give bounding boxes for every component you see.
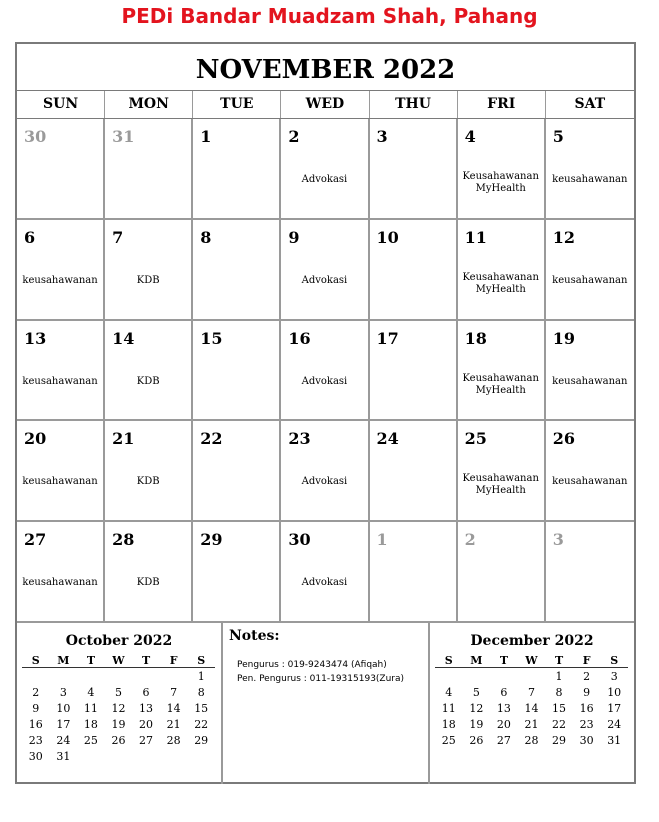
day-event [458, 171, 544, 195]
mini-calendar-december [428, 623, 634, 784]
day-number: 31 [112, 127, 135, 146]
event-label: keusahawanan [22, 577, 98, 589]
mini-day: 15 [194, 701, 209, 715]
day-event [546, 174, 634, 186]
mini-day: 16 [579, 701, 594, 715]
mini-weekday: F [160, 653, 188, 668]
mini-day [187, 748, 215, 764]
mini-day [518, 668, 546, 685]
calendar-week [17, 220, 634, 321]
day-cell[interactable] [546, 421, 634, 520]
mini-day: 9 [583, 685, 591, 699]
day-number: 1 [376, 530, 388, 550]
notes-line: Pen. Pengurus : 011-19315193(Zura) [237, 674, 405, 684]
day-cell[interactable] [546, 119, 634, 218]
bottom-section [17, 623, 634, 784]
mini-day: 3 [59, 685, 67, 699]
mini-day: 10 [607, 685, 622, 699]
event-label: MyHealth [475, 283, 526, 295]
day-event [281, 577, 367, 589]
mini-day: 28 [166, 733, 181, 747]
mini-day: 6 [500, 685, 508, 699]
day-number: 30 [24, 127, 47, 146]
day-number: 17 [376, 328, 399, 348]
mini-day: 19 [111, 717, 126, 731]
day-cell[interactable] [546, 321, 634, 420]
day-cell[interactable] [105, 321, 193, 420]
day-number: 4 [464, 127, 476, 146]
mini-day: 12 [111, 701, 126, 715]
day-event [546, 476, 634, 488]
mini-weekday: W [518, 653, 546, 668]
mini-day: 24 [607, 717, 622, 731]
day-number: 29 [200, 530, 223, 550]
event-label: MyHealth [475, 183, 526, 194]
mini-weekday: M [50, 653, 78, 668]
mini-day: 8 [197, 685, 205, 699]
mini-day: 21 [166, 717, 181, 731]
weekday-sun: SUN [17, 91, 105, 118]
mini-day [105, 668, 133, 685]
day-cell[interactable] [17, 220, 105, 319]
day-number: 7 [112, 227, 124, 247]
day-cell[interactable] [370, 119, 458, 218]
mini-weekday: F [573, 653, 601, 668]
event-label: KDB [136, 375, 160, 387]
mini-day: 20 [496, 717, 511, 731]
day-number: 22 [200, 429, 223, 449]
day-number: 21 [112, 429, 135, 449]
mini-weekday: S [435, 653, 463, 668]
event-label: Keusahawanan [462, 372, 539, 384]
event-label: Advokasi [301, 274, 348, 286]
event-label: Advokasi [301, 577, 348, 589]
day-cell[interactable] [458, 321, 546, 420]
day-cell[interactable] [281, 321, 369, 420]
day-cell[interactable] [193, 220, 281, 319]
mini-weekday: S [22, 653, 50, 668]
day-number: 26 [552, 429, 576, 449]
mini-weekday: T [490, 653, 518, 668]
day-event [458, 272, 544, 296]
day-number: 11 [464, 227, 487, 247]
day-number: 14 [112, 328, 135, 348]
event-label: Advokasi [301, 174, 348, 185]
mini-calendar-table [435, 653, 628, 748]
day-event [17, 275, 103, 287]
day-number: 2 [288, 127, 300, 146]
mini-day: 23 [579, 717, 594, 731]
day-number: 9 [288, 227, 300, 247]
weekday-header [17, 91, 634, 119]
event-label: keusahawanan [552, 476, 628, 488]
day-cell[interactable] [17, 321, 105, 420]
mini-day [490, 668, 518, 685]
mini-day: 26 [111, 733, 126, 747]
day-number: 23 [288, 429, 311, 449]
mini-day [435, 668, 463, 685]
mini-day: 21 [524, 717, 539, 731]
mini-day: 4 [87, 685, 95, 699]
mini-day [77, 748, 105, 764]
mini-day: 10 [56, 701, 71, 715]
day-cell[interactable] [105, 220, 193, 319]
mini-day: 9 [32, 701, 40, 715]
weekday-thu: THU [370, 91, 458, 118]
day-number: 1 [200, 127, 212, 146]
event-label: keusahawanan [22, 375, 98, 387]
day-cell[interactable] [105, 119, 193, 218]
day-event [281, 275, 367, 287]
event-label: Advokasi [301, 476, 348, 488]
mini-day: 7 [170, 685, 178, 699]
calendar-week [17, 119, 634, 220]
mini-weekday: S [187, 653, 215, 668]
day-number: 10 [376, 227, 399, 247]
mini-day: 6 [142, 685, 150, 699]
mini-day: 13 [139, 701, 154, 715]
event-label: Keusahawanan [462, 171, 539, 182]
weekday-sat: SAT [574, 96, 606, 112]
mini-day: 30 [28, 749, 43, 763]
day-number: 2 [464, 530, 476, 550]
day-number: 13 [24, 328, 47, 348]
mini-day: 2 [583, 669, 591, 683]
mini-day [77, 668, 105, 685]
mini-day: 29 [552, 733, 567, 747]
mini-day: 17 [607, 701, 622, 715]
day-number: 3 [552, 530, 564, 550]
mini-calendar-title: October 2022 [65, 633, 173, 649]
mini-day: 11 [83, 701, 98, 715]
mini-day: 19 [469, 717, 484, 731]
event-label: KDB [136, 476, 160, 488]
event-label: keusahawanan [552, 274, 628, 286]
mini-day: 3 [610, 669, 618, 683]
day-number: 24 [376, 429, 399, 449]
mini-weekday: T [77, 653, 105, 668]
mini-day: 18 [441, 717, 456, 731]
mini-day: 20 [139, 717, 154, 731]
day-cell[interactable] [458, 220, 546, 319]
mini-day: 13 [496, 701, 511, 715]
mini-weekday: M [463, 653, 491, 668]
mini-day: 12 [469, 701, 484, 715]
weekday-tue: TUE [193, 91, 281, 118]
day-event [281, 174, 367, 186]
day-event [281, 376, 367, 388]
mini-day: 27 [496, 733, 511, 747]
mini-day: 14 [524, 701, 539, 715]
day-cell[interactable] [281, 220, 369, 319]
day-event [281, 476, 367, 488]
day-number: 15 [200, 328, 223, 348]
day-cell[interactable] [370, 421, 458, 520]
day-cell[interactable] [193, 119, 281, 218]
mini-day [160, 668, 188, 685]
calendar-week [17, 522, 634, 623]
day-number: 19 [552, 328, 576, 348]
day-event [546, 376, 634, 388]
day-event [105, 476, 191, 488]
mini-day [463, 668, 491, 685]
mini-day [132, 668, 160, 685]
calendar-grid [17, 119, 634, 623]
day-number: 18 [464, 328, 487, 348]
day-cell[interactable] [281, 421, 369, 520]
mini-weekday: S [600, 653, 628, 668]
mini-day: 23 [28, 733, 43, 747]
event-label: keusahawanan [552, 174, 628, 185]
day-number: 12 [552, 227, 576, 247]
event-label: keusahawanan [22, 476, 98, 488]
day-number: 3 [376, 127, 388, 146]
day-event [105, 275, 191, 287]
day-number: 6 [24, 227, 36, 247]
mini-day [22, 668, 50, 685]
mini-day: 4 [445, 685, 453, 699]
mini-day: 14 [166, 701, 181, 715]
day-number: 30 [288, 530, 311, 550]
mini-calendar-table [22, 653, 215, 764]
day-number: 28 [112, 530, 135, 550]
mini-day: 29 [194, 733, 209, 747]
event-label: KDB [136, 274, 160, 286]
event-label: MyHealth [475, 485, 526, 497]
mini-day: 1 [555, 669, 563, 683]
mini-calendar-october [17, 623, 223, 784]
mini-day: 2 [32, 685, 40, 699]
day-cell[interactable] [281, 119, 369, 218]
day-cell[interactable] [17, 522, 105, 621]
day-event [17, 376, 103, 388]
notes-title: Notes: [229, 628, 280, 644]
mini-day: 17 [56, 717, 71, 731]
event-label: MyHealth [475, 384, 526, 396]
day-event [458, 473, 544, 497]
mini-day: 22 [194, 717, 209, 731]
day-cell[interactable] [193, 321, 281, 420]
weekday-fri: FRI [458, 91, 546, 118]
day-number: 27 [24, 530, 47, 550]
day-number: 20 [24, 429, 47, 449]
mini-weekday: W [105, 653, 133, 668]
day-number: 16 [288, 328, 311, 348]
day-number: 5 [552, 127, 564, 146]
day-cell[interactable] [546, 522, 634, 621]
day-cell[interactable] [17, 421, 105, 520]
mini-day: 11 [441, 701, 456, 715]
day-cell[interactable] [370, 321, 458, 420]
day-event [105, 577, 191, 589]
event-label: Keusahawanan [462, 271, 539, 283]
mini-day: 5 [472, 685, 480, 699]
mini-weekday: T [545, 653, 573, 668]
notes-section [223, 623, 428, 784]
mini-day: 27 [139, 733, 154, 747]
day-event [17, 577, 103, 589]
event-label: keusahawanan [22, 274, 98, 286]
month-title: NOVEMBER 2022 [17, 44, 634, 91]
day-cell[interactable] [281, 522, 369, 621]
event-label: KDB [136, 577, 160, 589]
calendar-frame [15, 42, 636, 784]
weekday-mon: MON [105, 91, 193, 118]
calendar-week [17, 421, 634, 522]
mini-day [132, 748, 160, 764]
day-cell[interactable] [458, 522, 546, 621]
day-number: 25 [464, 429, 487, 449]
mini-day: 22 [552, 717, 567, 731]
day-cell[interactable] [546, 220, 634, 319]
mini-day: 25 [441, 733, 456, 747]
mini-calendar-title: December 2022 [470, 633, 594, 649]
day-event [17, 476, 103, 488]
header-title: PEDi Bandar Muadzam Shah, Pahang [121, 4, 538, 28]
calendar-week [17, 321, 634, 422]
mini-day [160, 748, 188, 764]
mini-day: 30 [579, 733, 594, 747]
notes-line: Pengurus : 019-9243474 (Afiqah) [237, 660, 387, 670]
day-cell[interactable] [370, 220, 458, 319]
mini-day [50, 668, 78, 685]
day-event [546, 275, 634, 287]
mini-day: 8 [555, 685, 563, 699]
mini-day: 5 [114, 685, 122, 699]
day-cell[interactable] [370, 522, 458, 621]
day-event [458, 373, 544, 397]
day-event [105, 376, 191, 388]
mini-day: 31 [607, 733, 622, 747]
mini-day: 28 [524, 733, 539, 747]
mini-day: 16 [28, 717, 43, 731]
mini-day [105, 748, 133, 764]
mini-day: 1 [197, 669, 205, 683]
mini-day: 25 [83, 733, 98, 747]
day-cell[interactable] [193, 421, 281, 520]
day-cell[interactable] [105, 421, 193, 520]
mini-day: 18 [83, 717, 98, 731]
event-label: keusahawanan [552, 375, 628, 387]
event-label: Keusahawanan [462, 473, 539, 485]
mini-day: 15 [552, 701, 567, 715]
day-cell[interactable] [17, 119, 105, 218]
mini-weekday: T [132, 653, 160, 668]
mini-day: 24 [56, 733, 71, 747]
mini-day: 26 [469, 733, 484, 747]
day-cell[interactable] [458, 421, 546, 520]
mini-day: 7 [527, 685, 535, 699]
mini-day: 31 [56, 749, 71, 763]
day-cell[interactable] [458, 119, 546, 218]
day-cell[interactable] [193, 522, 281, 621]
weekday-wed: WED [281, 91, 369, 118]
event-label: Advokasi [301, 375, 348, 387]
day-cell[interactable] [105, 522, 193, 621]
day-number: 8 [200, 227, 212, 247]
